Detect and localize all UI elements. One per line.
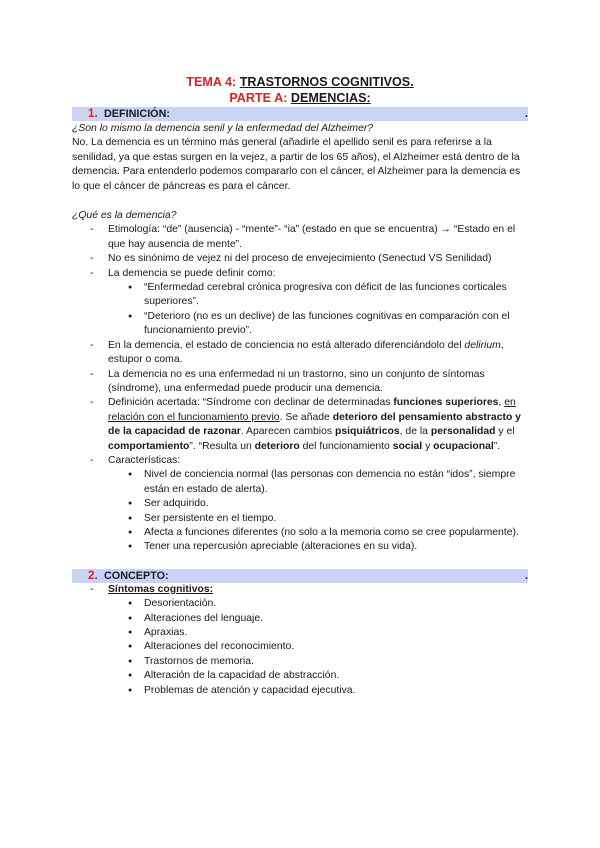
list-item: ● Ser adquirido. <box>108 497 528 511</box>
document-title <box>72 74 528 106</box>
list-item: ● “Enfermedad cerebral crónica progresiva con déficit de las funciones corticales superiores”. <box>108 281 528 310</box>
section-end-dot: . <box>525 108 528 120</box>
section-1-heading <box>72 107 528 121</box>
list-item: - Síntomas cognitivos: ● Desorientación. ● Alteraciones del lenguaje. ● Apraxias. ● Alteraciones del reconocimiento. ● Trastornos de memoria. ● Alteración de la capacidad de abstracción. ● Problemas de atención y capacidad ejecutiva. <box>72 583 528 698</box>
section-label: CONCEPTO: <box>104 569 169 582</box>
list-item: - No es sinónimo de vejez ni del proceso de envejecimiento (Senectud VS Senilidad) <box>72 252 528 266</box>
list-item: ● Desorientación. <box>108 597 528 611</box>
list-item: ● Nivel de conciencia normal (las personas con demencia no están “idos”, siempre están en estado de alerta). <box>108 468 528 497</box>
list-item: ● Alteraciones del reconocimiento. <box>108 640 528 654</box>
list-item: - En la demencia, el estado de conciencia no está alterado diferenciándolo del delirium, estupor o coma. <box>72 339 528 368</box>
answer-paragraph: No. La demencia es un término más general (añadirle el apellido senil es para referirse a la senilidad, ya que estas surgen en la vejez, a partir de los 65 años), el Alzheimer está dentro de la demencia. Para entenderlo podemos compararlo con el cáncer, el Alzheimer para la demencia es lo que el cáncer de páncreas es para el cáncer. <box>72 137 521 192</box>
section-number: 1. <box>88 107 98 120</box>
list-item: - Características: ● Nivel de conciencia normal (las personas con demencia no están “idos”, siempre están en estado de alerta). ● Ser adquirido. ● Ser persistente en el tiempo. ● Afecta a funciones diferentes (no solo a la memoria como se cree popularmente). ● Tener una repercusión apreciable (alteraciones en su vida). <box>72 454 528 555</box>
list-item: ● Alteraciones del lenguaje. <box>108 612 528 626</box>
list-item: ● Trastornos de memoria. <box>108 655 528 669</box>
list-item: - Definición acertada: “Síndrome con declinar de determinadas funciones superiores, en relación con el funcionamiento previo. Se añade deterioro del pensamiento abstracto y de la capacidad de razonar. Aparecen cambios psiquiátricos, de la personalidad y el comportamiento”. “Resulta un deterioro del funcionamiento social y ocupacional”. <box>72 396 528 454</box>
list-item: ● Afecta a funciones diferentes (no solo a la memoria como se cree popularmente). <box>108 526 528 540</box>
list-item: - La demencia se puede definir como: ● “Enfermedad cerebral crónica progresiva con déficit de las funciones corticales superiores”. ● “Deterioro (no es un declive) de las funciones cognitivas en comparación con el funcionamiento previo”. <box>72 267 528 339</box>
section-number: 2. <box>88 568 98 582</box>
section-label: DEFINICIÓN: <box>104 108 170 120</box>
title-line-1: TEMA 4: TRASTORNOS COGNITIVOS. <box>186 75 414 89</box>
title-line-2: PARTE A: DEMENCIAS: <box>229 91 371 105</box>
list-item: - La demencia no es una enfermedad ni un trastorno, sino un conjunto de síntomas (síndrome), una enfermedad puede producir una demencia. <box>72 368 528 397</box>
list-item: ● Tener una repercusión apreciable (alteraciones en su vida). <box>108 540 528 554</box>
sublist <box>108 281 528 339</box>
sublist <box>108 468 528 554</box>
list-item: - Etimología: “de” (ausencia) - “mente”- “ia” (estado en que se encuentra) → “Estado en el que hay ausencia de mente”. <box>72 223 528 252</box>
concept-list <box>72 583 528 698</box>
list-item: ● Problemas de atención y capacidad ejecutiva. <box>108 684 528 698</box>
list-item: ● Ser persistente en el tiempo. <box>108 512 528 526</box>
symptoms-list <box>108 597 528 698</box>
definition-list <box>72 223 528 554</box>
list-item: ● Apraxias. <box>108 626 528 640</box>
list-item: ● “Deterioro (no es un declive) de las funciones cognitivas en comparación con el funcionamiento previo”. <box>108 310 528 339</box>
document-content <box>72 74 528 698</box>
question-2: ¿Qué es la demencia? <box>72 210 177 222</box>
section-end-dot: . <box>525 569 528 582</box>
list-item: ● Alteración de la capacidad de abstracción. <box>108 669 528 683</box>
section-2-heading <box>72 569 528 583</box>
question-1: ¿Son lo mismo la demencia senil y la enfermedad del Alzheimer? <box>72 123 374 134</box>
